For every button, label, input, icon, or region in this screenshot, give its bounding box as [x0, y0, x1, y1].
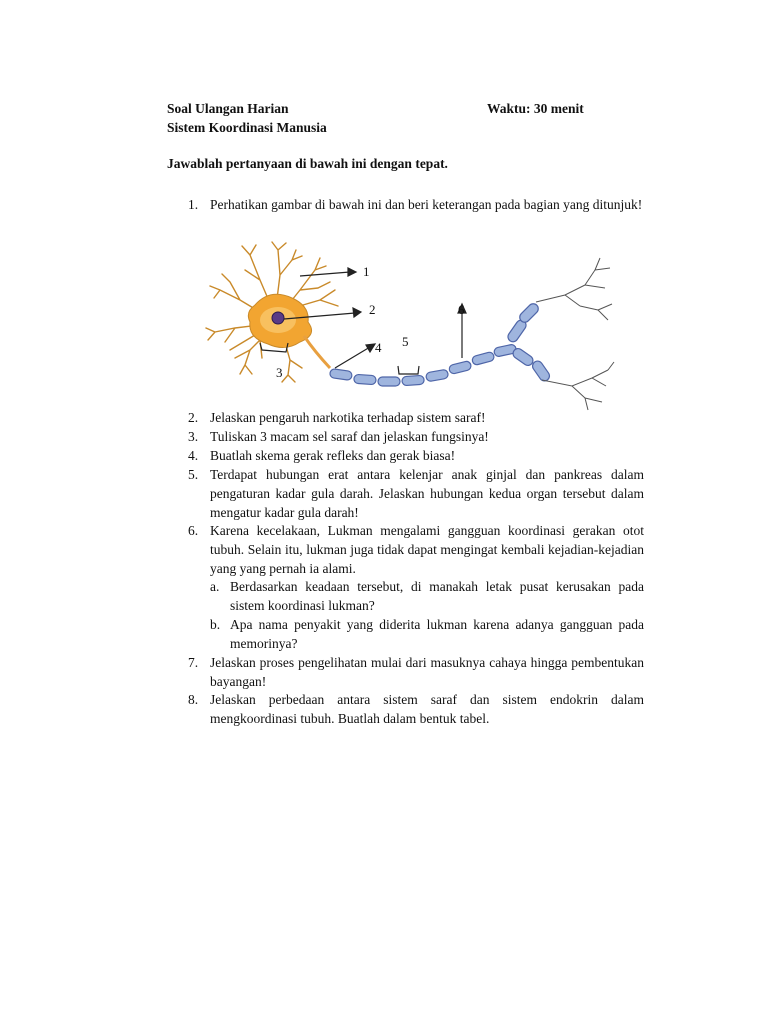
label-1: 1 [363, 264, 370, 279]
subquestion-text: Berdasarkan keadaan tersebut, di manakah letak pusat kerusakan pada sistem koordinasi lukman? [230, 579, 644, 613]
question-text: Jelaskan perbedaan antara sistem saraf dan sistem endokrin dalam mengkoordinasi tubuh. Buatlah dalam bentuk tabel. [210, 692, 644, 726]
question-number: 7. [188, 655, 199, 670]
question-number: 5. [188, 467, 199, 482]
neuron-diagram [200, 240, 620, 415]
subquestion-letter: b. [210, 617, 221, 632]
question-text: Jelaskan proses pengelihatan mulai dari masuknya cahaya hingga pembentukan bayangan! [210, 655, 644, 689]
label-5: 5 [402, 334, 409, 349]
nucleus [272, 312, 284, 324]
myelin-sheath [329, 302, 551, 386]
axon-terminals [536, 258, 614, 410]
question-number: 6. [188, 523, 199, 538]
question-number: 8. [188, 692, 199, 707]
question-text: Terdapat hubungan erat antara kelenjar anak ginjal dan pankreas dalam pengaturan kadar gula darah. Jelaskan hubungan kedua organ tersebut dalam mengatur kadar gula darah! [210, 467, 644, 520]
question-text: Jelaskan pengaruh narkotika terhadap sistem saraf! [210, 410, 486, 425]
question-number: 3. [188, 429, 199, 444]
time-limit: Waktu: 30 menit [487, 101, 584, 116]
question-number: 2. [188, 410, 199, 425]
question-text: Perhatikan gambar di bawah ini dan beri keterangan pada bagian yang ditunjuk! [210, 197, 643, 212]
cell-body [248, 294, 311, 347]
question-text: Tuliskan 3 macam sel saraf dan jelaskan fungsinya! [210, 429, 489, 444]
label-6: 6 [458, 302, 465, 317]
bracket-5 [398, 366, 419, 374]
worksheet-title: Soal Ulangan Harian [167, 101, 289, 116]
question-text: Karena kecelakaan, Lukman mengalami gangguan koordinasi gerakan otot tubuh. Selain itu, lukman juga tidak dapat mengingat kembali kejadian-kejadian yang yang pernah ia alami. [210, 523, 644, 576]
label-2: 2 [369, 302, 376, 317]
question-number: 1. [188, 197, 199, 212]
question-text: Buatlah skema gerak refleks dan gerak biasa! [210, 448, 456, 463]
axon-hillock [304, 336, 330, 368]
worksheet-subject: Sistem Koordinasi Manusia [167, 120, 327, 135]
instruction: Jawablah pertanyaan di bawah ini dengan tepat. [167, 156, 448, 171]
label-4: 4 [375, 340, 382, 355]
question-number: 4. [188, 448, 199, 463]
label-3: 3 [276, 365, 283, 380]
subquestion-letter: a. [210, 579, 220, 594]
subquestion-text: Apa nama penyakit yang diderita lukman karena adanya gangguan pada memorinya? [230, 617, 644, 651]
